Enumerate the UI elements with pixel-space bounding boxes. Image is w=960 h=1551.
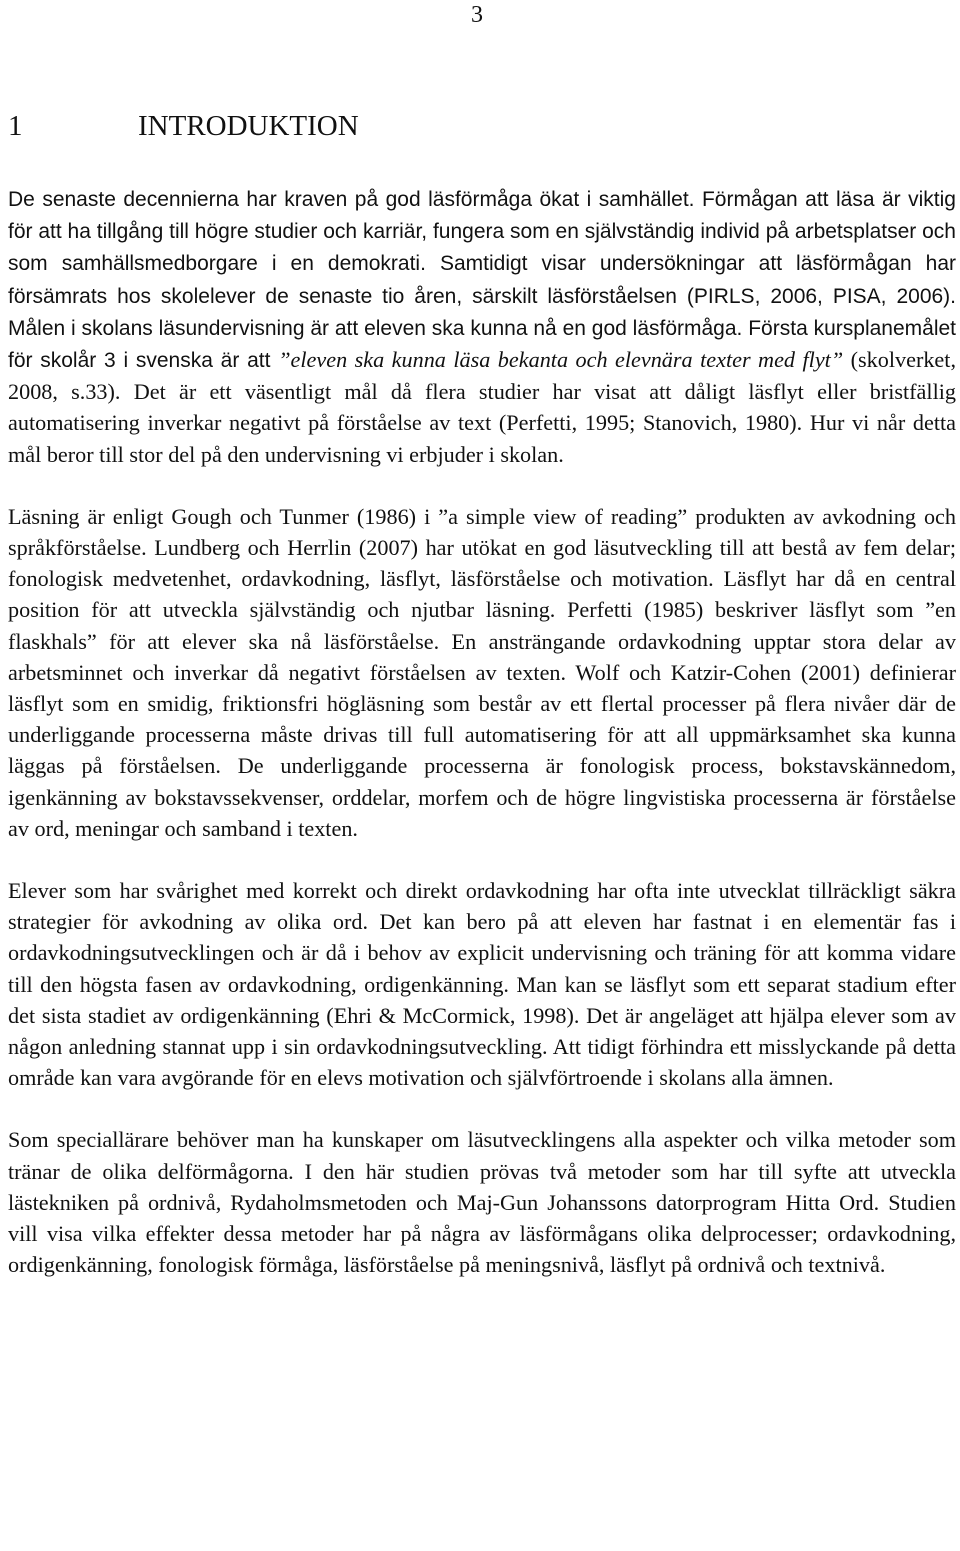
section-number: 1 xyxy=(8,110,23,142)
paragraph-4: Som speciallärare behöver man ha kunskaper om läsutvecklingens alla aspekter och vilka metoder som tränar de olika delförmågorna. I den här studien prövas två metoder som har till syfte att utveckla lästekniken på ordnivå, Rydaholmsmetoden och Maj-Gun Johanssons datorprogram Hitta Ord. Studien vill visa vilka effekter dessa metoder har på några av läsförmågans olika delprocesser; ordavkodning, ordigenkänning, fonologisk förmåga, läsförståelse på meningsnivå, läsflyt på ordnivå och textnivå. xyxy=(8,1127,956,1278)
section-heading xyxy=(8,108,359,144)
paragraph-1-sentence-6: Hur vi når detta mål beror till stor del på den undervisning vi erbjuder i skolan. xyxy=(8,410,956,467)
paragraph-1 xyxy=(8,183,956,470)
paragraph-1-sentence-2: Målen i skolans läsundervisning är att eleven ska kunna nå en god läsförmåga. xyxy=(8,316,743,340)
paragraph-1-sentence-3: Första kursplanemålet för skolår 3 i svenska är att xyxy=(8,316,956,373)
curriculum-quote: ”eleven ska kunna läsa bekanta och elevnära texter med flyt” xyxy=(278,347,844,373)
body-text xyxy=(8,183,956,1312)
paragraph-1-sentence-1: De senaste decennierna har kraven på god läsförmåga ökat i samhället. Förmågan att läsa är viktig för att ha tillgång till högre studier och karriär, fungera som en självständig individ på arbetsplatser och som samhällsmedborgare i en demokrati. Samtidigt visar undersökningar att läsförmågan har försämrats hos skolelever de senaste tio åren, särskilt läsförståelsen (PIRLS, 2006, PISA, 2006). xyxy=(8,188,956,308)
page-number: 3 xyxy=(471,2,483,28)
paragraph-3: Elever som har svårighet med korrekt och direkt ordavkodning har ofta inte utvecklat tillräckligt säkra strategier för avkodning av olika ord. Det kan bero på att eleven har fastnat i en elementär fas i ordavkodningsutvecklingen och är då i behov av explicit undervisning och träning för att komma vidare till den högsta fasen av ordavkodning, ordigenkänning. Man kan se läsflyt som ett separat stadium efter det sista stadiet av ordigenkänning (Ehri & McCormick, 1998). Det är angeläget att hjälpa elever som av någon anledning stannat upp i sin ordavkodningsutveckling. Att tidigt förhindra ett misslyckande på detta område kan vara avgörande för en elevs motivation och självförtroende i skolans alla ämnen. xyxy=(8,878,956,1091)
paragraph-1-sentence-5: Det är ett väsentligt mål då flera studier har visat att dåligt läsflyt eller bristfällig automatisering inverkar negativt på förståelse av text (Perfetti, 1995; Stanovich, 1980). xyxy=(8,379,956,436)
section-title: INTRODUKTION xyxy=(138,110,359,142)
paragraph-1-citation: (skolverket, 2008, s.33). xyxy=(8,347,956,405)
paragraph-2: Läsning är enligt Gough och Tunmer (1986) i ”a simple view of reading” produkten av avkodning och språkförståelse. Lundberg och Herrlin (2007) har utökat en god läsutveckling till att bestå av fem delar; fonologisk medvetenhet, ordavkodning, läsflyt, läsförståelse och motivation. Läsflyt har då en central position för att utveckla självständig och njutbar läsning. Perfetti (1985) beskriver läsflyt som ”en flaskhals” för att elever ska nå läsförståelse. En ansträngande ordavkodning upptar stora delar av arbetsminnet och inverkar då negativt förståelsen av texten. Wolf och Katzir-Cohen (2001) definierar läsflyt som en smidig, friktionsfri högläsning som består av ett flertal processer på flera nivåer där de underliggande processerna måste drivas till full automatisering för att all uppmärksamhet ska kunna läggas på förståelsen. De underliggande processerna är fonologisk process, bokstavskännedom, igenkänning av bokstavssekvenser, orddelar, morfem och de högre lingvistiska processerna är förståelse av ord, meningar och samband i texten. xyxy=(8,503,956,841)
